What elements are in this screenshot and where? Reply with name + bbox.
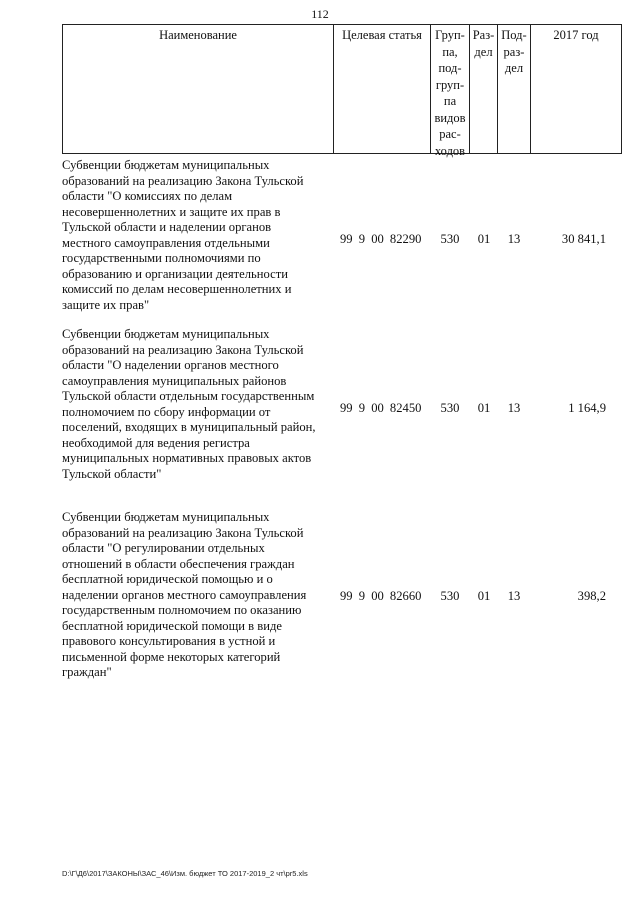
header-section-line: Раз- [472,28,495,42]
footer-file-path: D:\Г\Д6\2017\ЗАКОНЫ\ЗАС_46\Изм. бюджет ТО 2017-2019_2 чт\pr5.xls [62,869,308,878]
header-group-line: Груп- [435,28,465,42]
header-top-border [62,24,622,25]
header-col-divider [530,24,531,154]
row-name-line: Субвенции бюджетам муниципальных [62,327,270,341]
row-target: 99 9 00 82450 [340,401,422,415]
header-group-line: па [443,94,457,108]
row-target: 99 9 00 82660 [340,589,422,603]
row-name-line: бесплатной юридической помощью и о [62,572,273,586]
header-target: Целевая статья [342,28,422,42]
header-group-line: ходов [434,143,466,158]
header-year: 2017 год [553,28,599,42]
row-name-line: образований на реализацию Закона Тульской [62,342,304,357]
row-name-line: несовершеннолетних и защите их прав в [62,204,281,219]
row-name-line: Тульской области" [62,466,162,481]
row-name-line: самоуправления муниципальных районов [62,373,287,388]
row-name-line: поселений, входящих в муниципальный район, [62,420,316,434]
row-name-line: образований на реализацию Закона Тульской [62,173,304,188]
header-col-divider [62,24,63,154]
row-name-line: Субвенции бюджетам муниципальных [62,158,270,172]
header-col-divider [621,24,622,154]
row-subsection: 13 [507,589,521,603]
header-group [431,27,469,159]
row-group: 530 [440,589,460,603]
row-section: 01 [477,589,491,603]
header-group-line: груп- [435,77,465,92]
row-amount: 1 164,9 [568,401,606,415]
row-amount: 30 841,1 [561,232,606,246]
row-subsection: 13 [507,232,521,246]
row-name-line: бесплатной юридической помощи в виде [62,618,282,633]
row-name-line: отношений в области обеспечения граждан [62,556,295,571]
row-name-line: Субвенции бюджетам муниципальных [62,510,270,524]
row-name-line: Тульской области и наделении органов [62,220,272,234]
row-group: 530 [440,401,460,415]
row-amount: 398,2 [577,589,606,603]
row-target: 99 9 00 82290 [340,232,422,246]
header-group-line: под- [438,61,462,75]
header-section-line: дел [474,44,493,59]
header-bottom-border [62,153,622,154]
row-name-line: образований на реализацию Закона Тульской [62,525,304,540]
row-name-line: государственными полномочиями по [62,251,261,265]
header-group-line: па, [442,44,458,59]
row-name-line: необходимой для ведения регистра [62,435,250,450]
header-subsection-line: дел [504,61,524,75]
row-name-line: области "О наделении органов местного [62,358,279,372]
row-name-line: граждан" [62,665,112,679]
header-name: Наименование [159,28,237,42]
row-name-line: полномочием по сбору информации от [62,404,271,419]
row-name-line: области "О регулировании отдельных [62,541,265,555]
header-subsection-line: Под- [501,28,527,42]
row-section: 01 [477,401,491,415]
row-name-line: Тульской области отдельным государственным [62,389,315,403]
row-name-line: государственным полномочием по оказанию [62,603,302,617]
row-name-line: комиссий по делам несовершеннолетних и [62,282,292,296]
row-section: 01 [477,232,491,246]
header-group-line: рас- [439,127,461,141]
row-name-line: местного самоуправления отдельными [62,235,270,250]
row-name [62,327,342,482]
header-subsection [498,27,530,77]
page-number: 112 [311,7,329,21]
header-group-line: видов [434,110,466,125]
header-section [470,27,497,60]
row-subsection: 13 [507,401,521,415]
row-name-line: области "О комиссиях по делам [62,189,233,203]
row-name [62,510,342,681]
row-name-line: защите их прав" [62,297,150,312]
row-name-line: правового консультирования в устной и [62,634,276,648]
header-subsection-line: раз- [503,44,525,59]
row-name-line: письменной форме некоторых категорий [62,649,281,664]
row-name-line: наделении органов местного самоуправления [62,587,307,602]
row-name-line: муниципальных нормативных правовых актов [62,451,312,465]
header-col-divider [333,24,334,154]
row-name-line: образованию и организации деятельности [62,266,288,281]
row-name [62,158,342,313]
row-group: 530 [440,232,460,246]
